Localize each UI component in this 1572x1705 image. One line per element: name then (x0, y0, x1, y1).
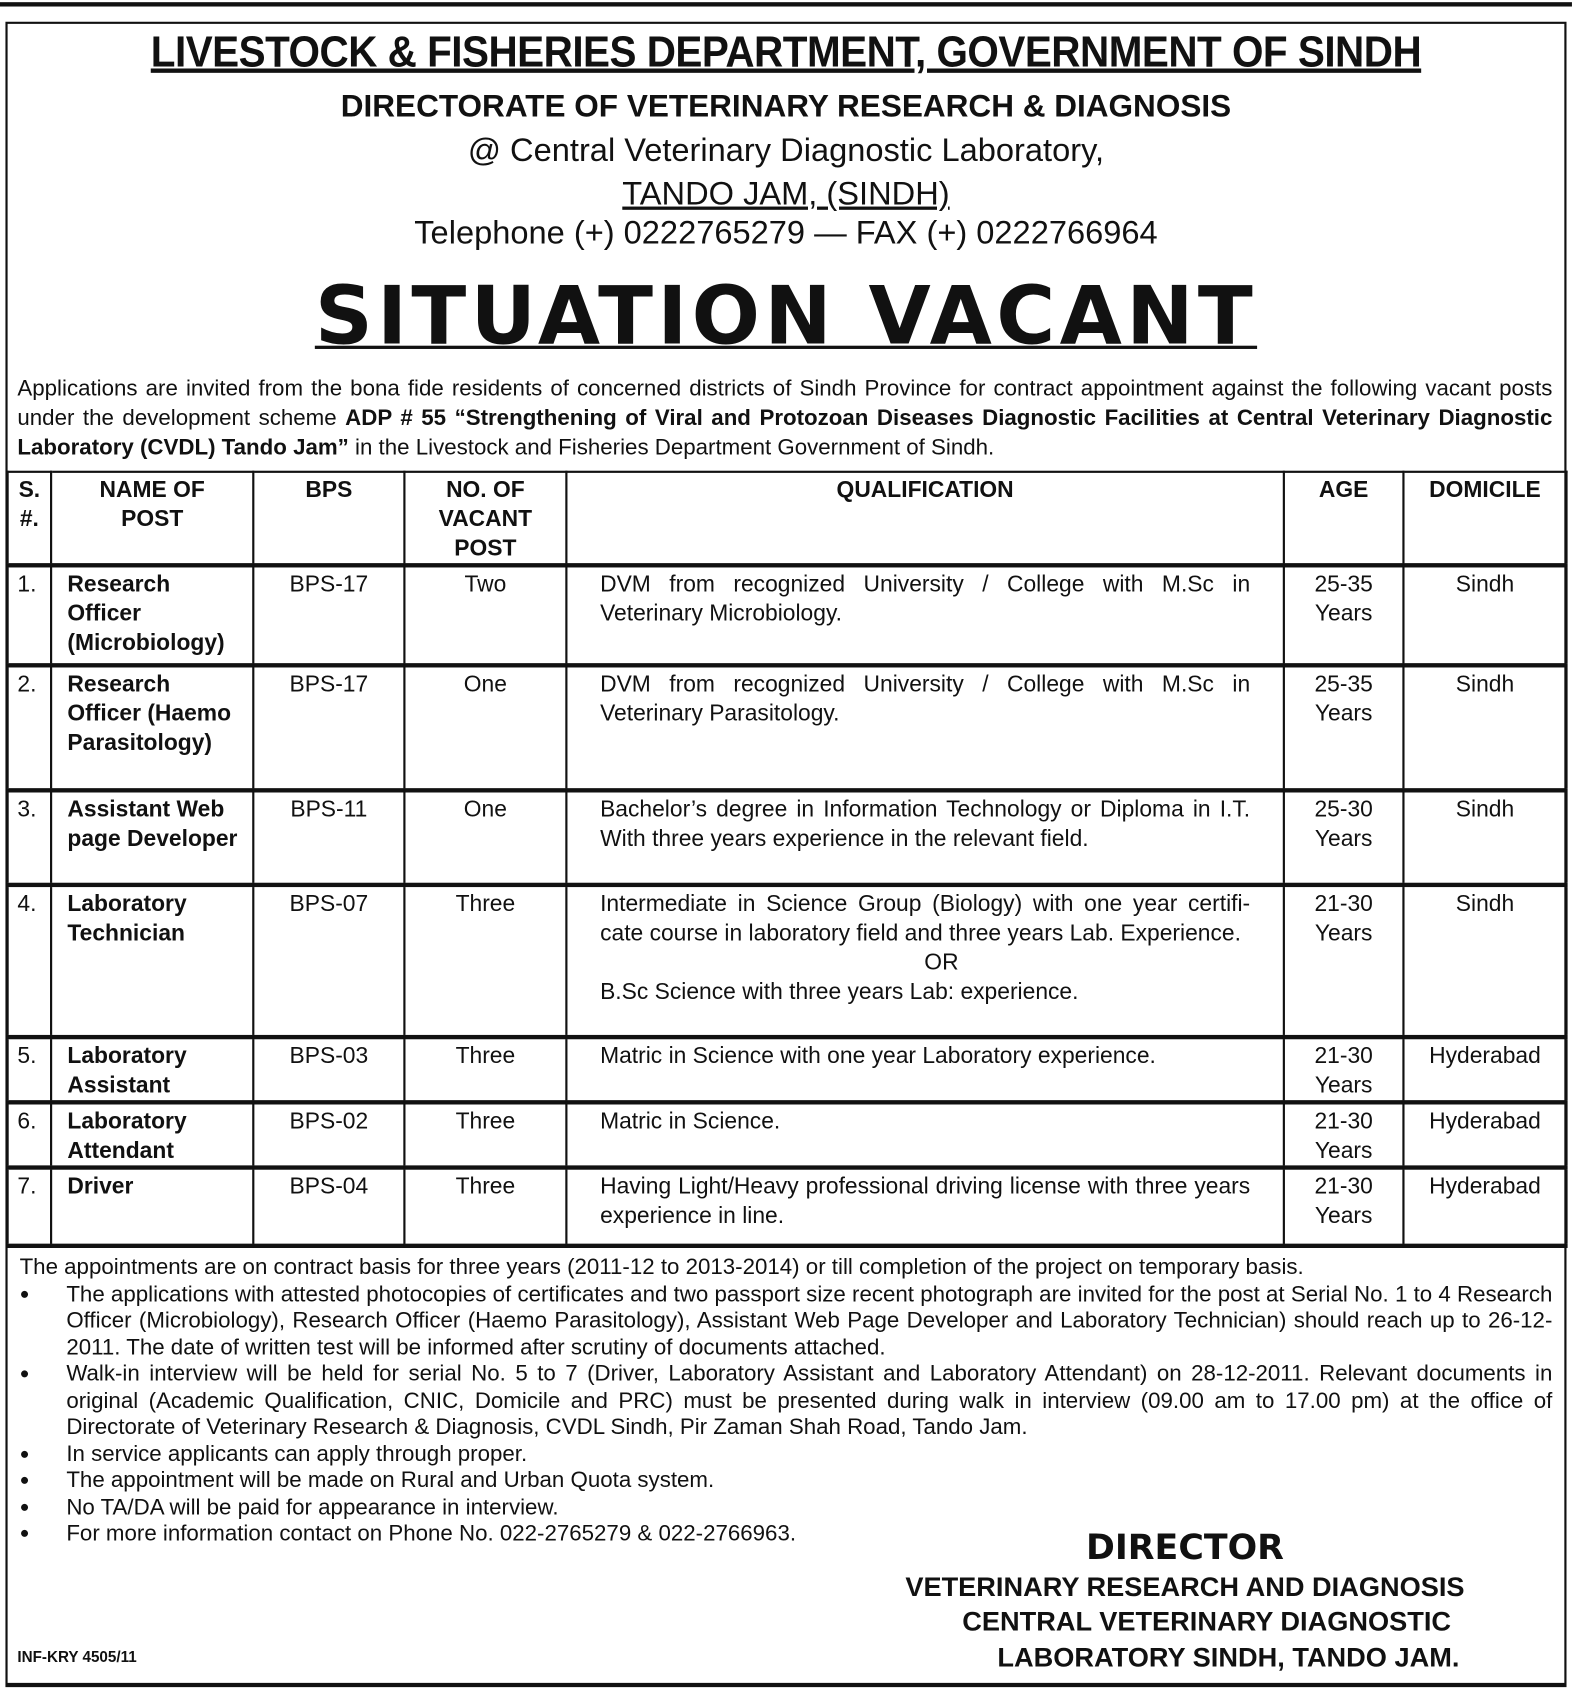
vacant-count: Three (404, 885, 566, 1037)
serial-number: 5. (8, 1037, 51, 1102)
serial-number: 3. (8, 790, 51, 885)
directorate-title: DIRECTORATE OF VETERINARY RESEARCH & DIAGNOSIS (340, 89, 1232, 124)
post-name: Assistant Web page Developer (51, 790, 253, 885)
vacant-count: One (404, 665, 566, 790)
post-name: Laboratory Technician (51, 885, 253, 1037)
signature-title: DIRECTOR (1085, 1526, 1284, 1568)
note-item: ● Walk-in interview will be held for serial No. 5 to 7 (Driver, Laboratory Assistant and Laboratory Attendant) on 28-12-2011. Relevant documents in original (Academic Qualification, CNIC, Domicile and PRC) must be presented during walk in interview (09.00 am to 17.00 pm) at the office of Directorate of Veterinary Research & Diagnosis, CVDL Sindh, Pir Zaman Shah Road, Tando Jam. (20, 1361, 1553, 1441)
or-label: OR (924, 950, 959, 976)
table-header (8, 472, 1567, 565)
qualification: DVM from recognized University / College with M.Sc in Veterinary Parasitology. (566, 665, 1283, 790)
col-age: AGE (1284, 472, 1404, 565)
col-vacant: NO. OF VACANT POST (404, 472, 566, 565)
col-qualification: QUALIFICATION (566, 472, 1283, 565)
col-name: NAME OF POST (51, 472, 253, 565)
intro-paragraph: Applications are invited from the bona fide residents of concerned districts of Sindh Province for contract appointment against the following vacant posts under the development scheme ADP # 55 “Strengthening of Viral and Protozoan Diseases Diagnostic Facilities at Central Veterinary Diagnostic Laboratory (CVDL) Tando Jam” in the Livestock and Fisheries Department Government of Sindh. (17, 376, 1553, 460)
qualification: Bachelor’s degree in Information Technology or Diploma in I.T. With three years experience in the relevant field. (566, 790, 1283, 885)
vacant-count: One (404, 790, 566, 885)
bps: BPS-04 (253, 1168, 404, 1246)
table-row (8, 1037, 1567, 1102)
domicile: Sindh (1403, 885, 1566, 1037)
note-item: ● In service applicants can apply through proper. (20, 1441, 1553, 1468)
post-name: Research Officer (Haemo Parasitology) (51, 665, 253, 790)
qualification: Matric in Science. (566, 1102, 1283, 1167)
post-name: Driver (51, 1168, 253, 1246)
note-item: ● The appointment will be made on Rural and Urban Quota system. (20, 1468, 1553, 1495)
vacant-count: Two (404, 565, 566, 665)
domicile: Hyderabad (1403, 1102, 1566, 1167)
signature-line-2: CENTRAL VETERINARY DIAGNOSTIC (962, 1606, 1452, 1638)
lab-name: @ Central Veterinary Diagnostic Laboratory, (467, 132, 1105, 169)
reference-code: INF-KRY 4505/11 (17, 1648, 137, 1666)
serial-number: 4. (8, 885, 51, 1037)
age: 21-30 Years (1284, 1102, 1404, 1167)
table-row (8, 790, 1567, 885)
bps: BPS-11 (253, 790, 404, 885)
scheme-name: ADP # 55 “Strengthening of Viral and Protozoan Diseases Diagnostic Facilities at Central Veterinary Diagnostic Laboratory (CVDL) Tando Jam” (17, 405, 1553, 460)
age: 21-30 Years (1284, 885, 1404, 1037)
department-title: LIVESTOCK & FISHERIES DEPARTMENT, GOVERNMENT OF SINDH (150, 28, 1422, 77)
headline: SITUATION VACANT (314, 269, 1258, 364)
note-item: ● For more information contact on Phone No. 022-2765279 & 022-2766963. (20, 1521, 1553, 1548)
bps: BPS-07 (253, 885, 404, 1037)
notes (20, 1255, 1553, 1548)
serial-number: 1. (8, 565, 51, 665)
signature-line-1: VETERINARY RESEARCH AND DIAGNOSIS (905, 1571, 1465, 1603)
domicile: Hyderabad (1403, 1037, 1566, 1102)
serial-number: 2. (8, 665, 51, 790)
age: 25-35 Years (1284, 665, 1404, 790)
col-bps: BPS (253, 472, 404, 565)
table-row (8, 1102, 1567, 1167)
qualification: Intermediate in Science Group (Biology) with one year certifi-cate course in laboratory field and three years Lab. Experience. OR B.Sc Science with three years Lab: experience. (566, 885, 1283, 1037)
serial-number: 7. (8, 1168, 51, 1246)
age: 25-35 Years (1284, 565, 1404, 665)
bps: BPS-17 (253, 565, 404, 665)
age: 25-30 Years (1284, 790, 1404, 885)
bps: BPS-03 (253, 1037, 404, 1102)
table-row (8, 665, 1567, 790)
serial-number: 6. (8, 1102, 51, 1167)
bps: BPS-02 (253, 1102, 404, 1167)
col-domicile: DOMICILE (1403, 472, 1566, 565)
vacancy-table (7, 471, 1568, 1248)
note-item: ● No TA/DA will be paid for appearance in interview. (20, 1494, 1553, 1521)
signature-line-3: LABORATORY SINDH, TANDO JAM. (997, 1642, 1460, 1674)
domicile: Sindh (1403, 565, 1566, 665)
post-name: Laboratory Assistant (51, 1037, 253, 1102)
notes-lead: The appointments are on contract basis for three years (2011-12 to 2013-2014) or till completion of the project on temporary basis. (19, 1254, 1304, 1280)
qualification: Having Light/Heavy professional driving license with three years experience in line. (566, 1168, 1283, 1246)
post-name: Research Officer (Microbiology) (51, 565, 253, 665)
table-row (8, 885, 1567, 1037)
qualification: Matric in Science with one year Laboratory experience. (566, 1037, 1283, 1102)
post-name: Laboratory Attendant (51, 1102, 253, 1167)
table-row (8, 1168, 1567, 1246)
bps: BPS-17 (253, 665, 404, 790)
age: 21-30 Years (1284, 1168, 1404, 1246)
domicile: Sindh (1403, 665, 1566, 790)
vacant-count: Three (404, 1168, 566, 1246)
domicile: Hyderabad (1403, 1168, 1566, 1246)
vacant-count: Three (404, 1037, 566, 1102)
table-row (8, 565, 1567, 665)
vacant-count: Three (404, 1102, 566, 1167)
top-rule (0, 2, 1572, 6)
qualification: DVM from recognized University / College with M.Sc in Veterinary Microbiology. (566, 565, 1283, 665)
note-item: ● The applications with attested photocopies of certificates and two passport size recent photograph are invited for the post at Serial No. 1 to 4 Research Officer (Microbiology), Research Officer (Haemo Parasitology), Assistant Web Page Developer and Laboratory Technician) should reach up to 26-12-2011. The date of written test will be informed after scrutiny of documents attached. (20, 1281, 1553, 1361)
col-sn: S. #. (8, 472, 51, 565)
notes-list (20, 1281, 1553, 1547)
domicile: Sindh (1403, 790, 1566, 885)
contact-line: Telephone (+) 0222765279 — FAX (+) 0222766964 (414, 215, 1158, 252)
age: 21-30 Years (1284, 1037, 1404, 1102)
city: TANDO JAM, (SINDH) (622, 176, 950, 212)
